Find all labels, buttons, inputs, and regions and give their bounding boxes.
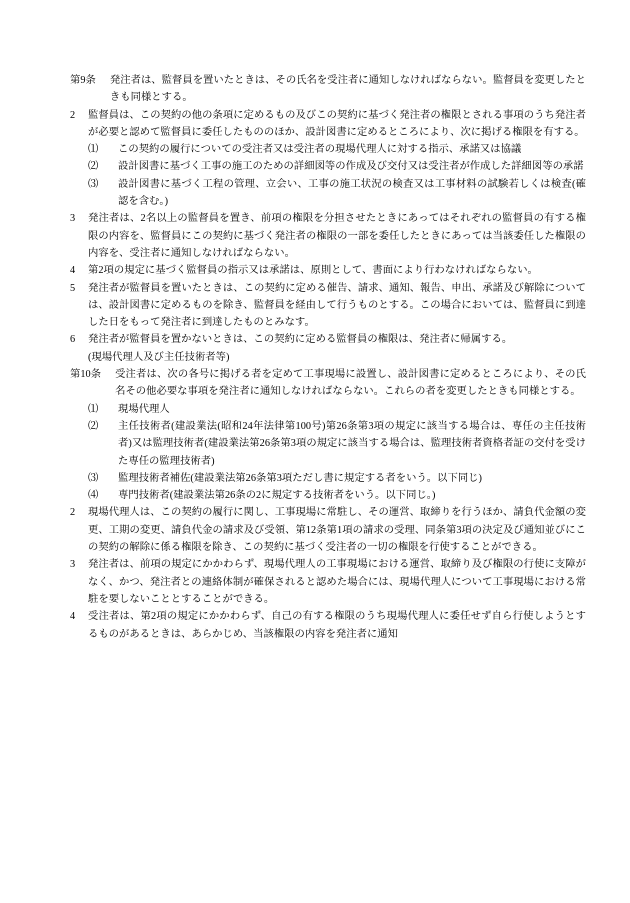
sub-item-text: 設計図書に基づく工程の管理、立会い、工事の施工状況の検査又は工事材料の試験若しくは検査(確認を含む。) — [118, 178, 586, 208]
sub-item-text: 現場代理人 — [118, 403, 170, 415]
clause-number: 4 — [70, 265, 76, 277]
sub-item — [70, 418, 586, 470]
sub-item-text: 監理技術者補佐(建設業法第26条第3項ただし書に規定する者をいう。以下同じ) — [118, 472, 482, 484]
sub-item-text: 設計図書に基づく工事の施工のための詳細図等の作成及び交付又は受注者が作成した詳細図等の承諾 — [118, 161, 584, 173]
sub-item — [70, 141, 586, 158]
article-number: 第9条 — [70, 75, 96, 86]
clause-text: 発注者が監督員を置いたときは、この契約に定める催告、請求、通知、報告、申出、承諾及び解除については、設計図書に定めるものを除き、監督員を経由して行うものとする。この場合においては、監督員に到達した日をもって発注者に到達したものとみなす。 — [88, 282, 586, 329]
article-text: 発注者は、監督員を置いたときは、その氏名を受注者に通知しなければならない。監督員を変更したときも同様とする。 — [109, 75, 586, 104]
numbered-clause — [70, 210, 586, 262]
clause-number: 2 — [70, 507, 76, 519]
sub-item — [70, 176, 586, 211]
article-heading-paragraph — [70, 72, 586, 107]
clause-number: 4 — [70, 611, 76, 623]
clause-text: 受注者は、第2項の規定にかかわらず、自己の有する権限のうち現場代理人に委任せず自ら行使しようとするものがあるときは、あらかじめ、当該権限の内容を発注者に通知 — [88, 611, 586, 640]
clause-text: 第2項の規定に基づく監督員の指示又は承諾は、原則として、書面により行わなければならない。 — [88, 265, 538, 277]
sub-item-number: ⑴ — [88, 403, 99, 415]
article-text: 受注者は、次の各号に掲げる者を定めて工事現場に設置し、設計図書に定めるところにより、その氏名その他必要な事項を発注者に通知しなければならない。これらの者を変更したときも同様とする。 — [115, 369, 586, 398]
clause-text: 発注者は、2名以上の監督員を置き、前項の権限を分担させたときにあってはそれぞれの監督員の有する権限の内容を、監督員にこの契約に基づく発注者の権限の一部を委任したときにあっては当該委任した権限の内容を、受注者に通知しなければならない。 — [88, 213, 586, 259]
article-number: 第10条 — [70, 369, 102, 381]
sub-item-number: ⑵ — [88, 420, 99, 432]
clause-number: 3 — [70, 213, 76, 225]
sub-item-text: 専門技術者(建設業法第26条の2に規定する技術者をいう。以下同じ。) — [118, 490, 436, 502]
numbered-clause — [70, 107, 586, 142]
sub-item-text: 主任技術者(建設業法(昭和24年法律第100号)第26条第3項の規定に該当する場合は、専任の主任技術者)又は監理技術者(建設業法第26条第3項の規定に該当する場合は、監理技術者資格者証の交付を受けた専任の監理技術者) — [118, 420, 586, 467]
numbered-clause — [70, 280, 586, 332]
sub-item — [70, 158, 586, 175]
clause-text: 監督員は、この契約の他の条項に定めるもの及びこの契約に基づく発注者の権限とされる事項のうち発注者が必要と認めて監督員に委任したもののほか、設計図書に定めるところにより、次に掲げる権限を有する。 — [88, 109, 586, 138]
numbered-clause — [70, 262, 586, 279]
sub-item — [70, 470, 586, 487]
clause-number: 6 — [70, 334, 76, 346]
section-caption: (現場代理人及び主任技術者等) — [88, 351, 230, 363]
numbered-clause — [70, 608, 586, 643]
clause-text: 発注者が監督員を置かないときは、この契約に定める監督員の権限は、発注者に帰属する。 — [88, 334, 513, 346]
clause-number: 5 — [70, 282, 76, 294]
numbered-clause — [70, 504, 586, 556]
clause-number: 3 — [70, 559, 76, 571]
numbered-clause — [70, 556, 586, 608]
sub-item-number: ⑷ — [88, 490, 99, 502]
sub-item-number: ⑶ — [88, 178, 99, 190]
sub-item-number: ⑵ — [88, 161, 99, 173]
clause-number: 2 — [70, 109, 76, 121]
contract-text-body — [70, 72, 586, 643]
article-heading-paragraph — [70, 366, 586, 401]
sub-item — [70, 487, 586, 504]
sub-item-number: ⑶ — [88, 472, 99, 484]
sub-item-text: この契約の履行についての受注者又は受注者の現場代理人に対する指示、承諾又は協議 — [118, 144, 522, 156]
clause-text: 発注者は、前項の規定にかかわらず、現場代理人の工事現場における運営、取締り及び権限の行使に支障がなく、かつ、発注者との連絡体制が確保されると認めた場合には、現場代理人について工事現場における常駐を要しないこととすることができる。 — [88, 559, 586, 605]
numbered-clause — [70, 331, 586, 348]
sub-item-number: ⑴ — [88, 144, 99, 156]
sub-item — [70, 401, 586, 418]
clause-text: 現場代理人は、この契約の履行に関し、工事現場に常駐し、その運営、取締りを行うほか、請負代金額の変更、工期の変更、請負代金の請求及び受領、第12条第1項の請求の受理、同条第3項の決定及び通知並びにこの契約の解除に係る権限を除き、この契約に基づく受注者の一切の権限を行使することができる。 — [88, 507, 586, 554]
